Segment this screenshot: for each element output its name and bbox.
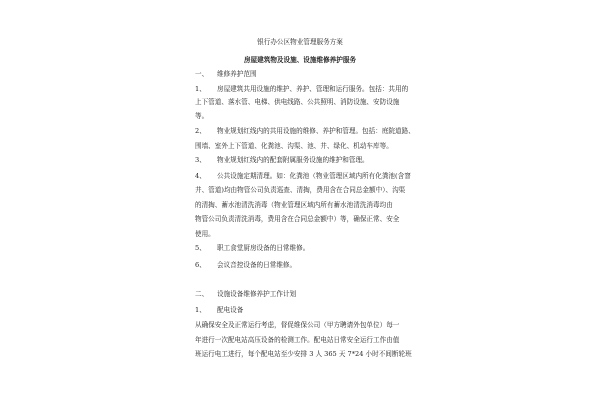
list-item: [195, 262, 296, 269]
item-number: 5、: [195, 244, 206, 252]
item-line: 围墙、室外上下管道、化粪池、沟渠、池、井、绿化、机动车库等。: [195, 142, 393, 150]
item-number: 1、: [195, 85, 206, 93]
paragraph-line: 年进行一次配电站高压设备的检测工作。配电站日常安全运行工作由值: [195, 336, 400, 344]
section-number: 一、: [195, 70, 209, 78]
section-label: 设施设备维修养护工作计划: [217, 290, 297, 298]
section-heading: [195, 291, 296, 298]
list-item: [195, 128, 415, 135]
sub-item-label: 配电设备: [217, 306, 244, 314]
paragraph-line: 从确保安全及正常运行考虑，督促维保公司（甲方聘请外包单位）每一: [195, 321, 400, 329]
item-number: 3、: [195, 156, 206, 164]
item-line: 房屋建筑共用设施的维护、养护、管理和运行服务。包括：共用的: [217, 85, 409, 93]
item-line: 的清掏、蓄水池清洗消毒（物业管理区域内所有蓄水池清洗消毒均由: [195, 201, 393, 209]
list-item: [195, 157, 369, 164]
document-subtitle: 房屋建筑物及设施、设施维修养护服务: [243, 56, 357, 64]
list-item: [195, 245, 309, 252]
item-line: 物业规划红线内的共用设施的维修、养护和管理。包括：庭院道路、: [217, 127, 415, 135]
item-number: 2、: [195, 127, 206, 135]
document-title: 银行办公区物业管理服务方案: [257, 38, 343, 46]
item-number: 1、: [195, 306, 206, 314]
item-line: 使用。: [195, 230, 215, 238]
item-line: 井、管道)均由物管公司负责巡查、清掏，费用含在合同总金额中）、沟渠: [195, 186, 406, 194]
item-line: 会议音控设备的日常维修。: [217, 261, 297, 269]
sub-item: [195, 307, 243, 314]
item-line: 物管公司负责清洗消毒，费用含在合同总金额中）等，确保正常、安全: [195, 215, 400, 223]
section-label: 维修养护范围: [217, 70, 257, 78]
item-number: 6、: [195, 261, 206, 269]
paragraph-line: 班运行电工进行，每个配电站至少安排 3 人 365 天 7*24 小时不间断轮班: [195, 350, 412, 358]
item-line: 上下管道、落水管、电梯、供电线路、公共照明、消防设施、安防设施: [195, 98, 400, 106]
section-heading: [195, 71, 257, 78]
item-line: 公共设施定期清理。如：化粪池（物业管理区域内所有化粪池(含窨: [217, 172, 411, 180]
list-item: [195, 86, 408, 93]
section-number: 二、: [195, 290, 209, 298]
item-line: 等。: [195, 112, 209, 120]
item-line: 职工食堂厨房设备的日常维修。: [217, 244, 310, 252]
item-line: 物业规划红线内的配套附属服务设施的维护和管理。: [217, 156, 369, 164]
list-item: [195, 173, 411, 180]
item-number: 4、: [195, 172, 206, 180]
